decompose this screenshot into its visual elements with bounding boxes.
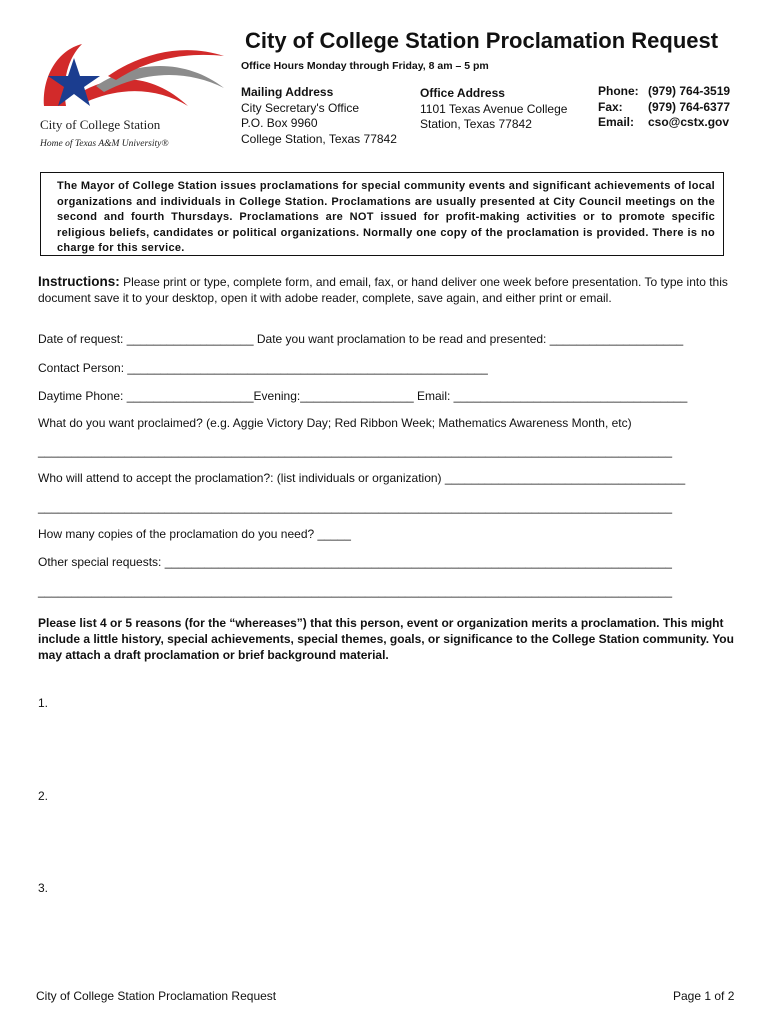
copies-field[interactable]: How many copies of the proclamation do you need? _____	[38, 527, 351, 541]
mailing-line: City Secretary's Office	[241, 100, 360, 115]
proclaimed-answer-line[interactable]: _______________________________________________________________________________________________	[38, 444, 673, 458]
logo-city-name: City of College Station	[40, 117, 161, 132]
mailing-line: College Station, Texas 77842	[241, 131, 397, 146]
special-requests-line[interactable]: _______________________________________________________________________________________________	[38, 584, 673, 598]
logo-graphic	[38, 36, 230, 156]
notice-box: The Mayor of College Station issues proclamations for special community events and significant achievements of local organizations and individuals in College Station. Proclamations are usually presented at City Council meetings on the second and fourth Thursdays. Proclamations are NOT issued for profit-making activities or to promote specific religious beliefs, candidates or political organizations. Normally one copy of the proclamation is provided. There is no charge for this service.	[40, 172, 724, 256]
contact-person-field[interactable]: Contact Person: ______________________________________________________	[38, 361, 488, 375]
office-line: Station, Texas 77842	[420, 117, 532, 131]
reason-number: 1.	[38, 696, 49, 710]
page-title: City of College Station Proclamation Request	[245, 28, 719, 53]
instructions-label: Instructions:	[38, 274, 120, 289]
city-logo	[38, 36, 230, 156]
attend-answer-line[interactable]: _______________________________________________________________________________________________	[38, 500, 673, 514]
fax-label: Fax:	[598, 99, 623, 114]
office-hours: Office Hours Monday through Friday, 8 am – 5 pm	[241, 60, 489, 72]
reasons-instructions: Please list 4 or 5 reasons (for the “whereases”) that this person, event or organization merits a proclamation. This might include a little history, special achievements, special themes, goals, or significance to the College Station community. You may attach a draft proclamation or brief background material.	[38, 616, 734, 662]
instructions-text: Please print or type, complete form, and email, fax, or hand deliver one week before presentation. To type into this document save it to your desktop, open it with adobe reader, complete, save again, and either print or email.	[38, 275, 728, 305]
mailing-address	[241, 85, 397, 147]
special-requests-field[interactable]: Other special requests: ____________________________________________________________________________	[38, 555, 672, 569]
fax-number: (979) 764-6377	[648, 99, 731, 114]
office-heading: Office Address	[420, 86, 505, 100]
phone-number: (979) 764-3519	[648, 84, 731, 98]
email-label: Email:	[598, 115, 635, 129]
reason-number: 2.	[38, 789, 49, 803]
instructions	[38, 274, 746, 306]
office-line: 1101 Texas Avenue College	[420, 101, 568, 116]
date-request-field[interactable]: Date of request: ___________________ Date you want proclamation to be read and presented: ____________________	[38, 332, 684, 346]
logo-swoosh-red	[78, 79, 188, 106]
phone-email-field[interactable]: Daytime Phone: ___________________Evening:_________________ Email: ___________________________________	[38, 389, 688, 403]
page-number: Page 1 of 2	[673, 989, 735, 1003]
mailing-heading: Mailing Address	[241, 85, 334, 99]
contact-info	[598, 84, 730, 131]
logo-tagline: Home of Texas A&M University®	[40, 139, 169, 149]
attend-field[interactable]: Who will attend to accept the proclamation?: (list individuals or organization) ____________________________________	[38, 471, 686, 485]
reason-number: 3.	[38, 881, 49, 895]
office-address	[420, 86, 567, 133]
phone-label: Phone:	[598, 84, 639, 98]
proclaimed-question: What do you want proclaimed? (e.g. Aggie Victory Day; Red Ribbon Week; Mathematics Awareness Month, etc)	[38, 416, 632, 430]
footer-title: City of College Station Proclamation Request	[36, 989, 277, 1003]
email-address[interactable]: cso@cstx.gov	[648, 115, 730, 129]
mailing-line: P.O. Box 9960	[241, 116, 318, 130]
